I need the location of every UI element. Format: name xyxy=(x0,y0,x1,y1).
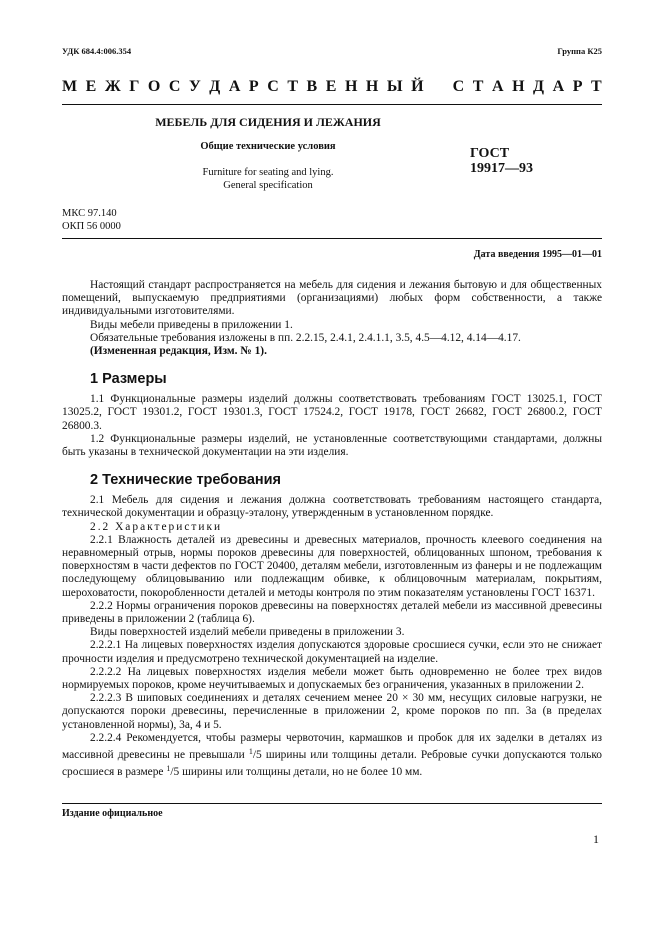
section-2-paragraph-2-2-1: 2.2.1 Влажность деталей из древесины и древесных материалов, прочность клеевого соединения на неравномерный отрыв, нормы пороков древесины для поверхностей, облицованных шпоном, требования к поверхностям в части дефектов по ГОСТ 20400, деталям мебели, изготовленным из фанеры и не подлежащим последующему облицовыванию или подлежащим обивке, к облицовочным материалам, покрытиям, шероховатости, покоробленности деталей и методы контроля по этим показателям установлены ГОСТ 16371. xyxy=(62,533,602,599)
title-letter: Н xyxy=(344,78,358,95)
paragraph-2-2-2-4-part-a: 2.2.2.4 Рекомендуется, чтобы размеры червоточин, кармашков и пробок для их заделки в деталях из массивной древесины не превышали xyxy=(62,731,602,762)
fraction-numerator: 1 xyxy=(248,747,253,757)
paragraph-2-2-2-4-part-c: ширины или толщины детали, но не более 10 мм. xyxy=(182,766,423,779)
gost-label: ГОСТ xyxy=(470,146,510,161)
intro-paragraph-1: Настоящий стандарт распространяется на мебель для сидения и лежания бытовую и для общественных помещений, выпускаемую предприятиями (организациями) любых форм собственности, а также индивидуальными изготовителями. xyxy=(62,279,602,318)
section-2-paragraph-2-2: 2.2 Характеристики xyxy=(90,520,223,533)
section-2-paragraph-2-1: 2.1 Мебель для сидения и лежания должна соответствовать требованиям настоящего стандарта, технической документации и образцу-эталону, утвержденным в установленном порядке. xyxy=(62,494,602,520)
title-divider xyxy=(62,238,602,239)
title-letter: С xyxy=(452,78,465,95)
section-2-paragraph-2-2-2-4 xyxy=(62,732,602,780)
section-1-paragraph-1: 1.1 Функциональные размеры изделий должны соответствовать требованиям ГОСТ 13025.1, ГОСТ 13025.2, ГОСТ 19301.2, ГОСТ 19301.3, ГОСТ 17524.2, ГОСТ 19178, ГОСТ 26682, ГОСТ 26800.2, ГОСТ 26800.3. xyxy=(62,393,602,432)
title-letter: Д xyxy=(533,78,545,95)
title-letter: А xyxy=(552,78,565,95)
gost-number: 19917—93 xyxy=(470,161,533,176)
title-letter: Е xyxy=(85,78,97,95)
title-letter: А xyxy=(491,78,504,95)
title-letter: Н xyxy=(365,78,379,95)
footer-divider xyxy=(62,803,602,804)
section-2-paragraph-2-2-2: 2.2.2 Нормы ограничения пороков древесины на поверхностях деталей мебели из массивной древесины приведены в приложении 2 (таблица 6). xyxy=(62,599,602,626)
title-letter: Г xyxy=(129,78,140,95)
english-title-line-2: General specification xyxy=(223,180,313,191)
document-subtitle: Общие технические условия xyxy=(200,141,336,152)
section-1-paragraph-2: 1.2 Функциональные размеры изделий, не установленные соответствующими стандартами, должны быть указаны в технической документации на эти изделия. xyxy=(62,432,602,459)
section-1-heading: 1 Размеры xyxy=(90,371,167,388)
title-letter: Р xyxy=(572,78,583,95)
amendment-note: (Измененная редакция, Изм. № 1). xyxy=(90,345,267,358)
title-letter: Т xyxy=(472,78,484,95)
fraction-numerator-2: 1 xyxy=(166,764,171,774)
title-letter: Т xyxy=(591,78,602,95)
title-letter: А xyxy=(228,78,241,95)
fraction-denominator: /5 xyxy=(252,749,262,762)
title-letter: Д xyxy=(209,78,221,95)
title-letter: В xyxy=(306,78,318,95)
official-edition-label: Издание официальное xyxy=(62,808,163,819)
body-content xyxy=(62,279,602,780)
section-2-paragraph-2-2-2-2: 2.2.2.2 На лицевых поверхностях изделия мебели может быть одновременно не более трех видов нормируемых пороков, кроме неучитываемых и допускаемых без ограничения, указанных в приложении 2. xyxy=(62,665,602,692)
title-letter: У xyxy=(189,78,201,95)
standard-type-title xyxy=(62,78,602,96)
title-letter: С xyxy=(267,78,279,95)
paragraph-2-2-2-4-part-b: ширины или толщины детали. Ребровые сучки допускаются только сросшиеся в размере xyxy=(62,749,602,779)
header-divider xyxy=(62,104,602,105)
title-letter: Н xyxy=(512,78,525,95)
section-2-heading: 2 Технические требования xyxy=(90,472,282,489)
page-number: 1 xyxy=(593,832,599,846)
title-letter: Й xyxy=(411,78,424,95)
title-letter: С xyxy=(168,78,181,95)
section-2-paragraph-2-2-2-3: 2.2.2.3 В шиповых соединениях и деталях сечением менее 20 × 30 мм, несущих силовые нагрузки, не допускаются пороки древесины, перечисленные в приложении 2, кроме пороков по пп. 3а (в пределах установленной нормы), 3а, 4 и 5. xyxy=(62,692,602,731)
okp-code: ОКП 56 0000 xyxy=(62,221,121,232)
udk-code: УДК 684.4:006.354 xyxy=(62,46,132,56)
title-letter: Р xyxy=(248,78,259,95)
group-code: Группа К25 xyxy=(557,46,602,56)
title-letter: Ж xyxy=(104,78,121,95)
section-2-paragraph-2-2-2-1: 2.2.2.1 На лицевых поверхностях изделия допускаются здоровые сросшиеся сучки, если это не снижает прочности изделия и предусмотрено технической документацией на изделие. xyxy=(62,639,602,665)
fraction-denominator-2: /5 xyxy=(170,766,180,779)
intro-paragraph-2: Виды мебели приведены в приложении 1. xyxy=(90,318,293,331)
english-title-line-1: Furniture for seating and lying. xyxy=(202,167,334,178)
title-letter: М xyxy=(62,78,78,95)
title-letter: Т xyxy=(287,78,298,95)
title-word-gap xyxy=(432,78,444,96)
mks-code: МКС 97.140 xyxy=(62,208,117,219)
document-title: МЕБЕЛЬ ДЛЯ СИДЕНИЯ И ЛЕЖАНИЯ xyxy=(155,115,381,129)
title-letter: О xyxy=(147,78,161,95)
title-letter: Е xyxy=(325,78,337,95)
surface-types-note: Виды поверхностей изделий мебели приведены в приложении 3. xyxy=(90,626,405,639)
date-of-introduction: Дата введения 1995—01—01 xyxy=(473,249,602,260)
intro-paragraph-3: Обязательные требования изложены в пп. 2.2.15, 2.4.1, 2.4.1.1, 3.5, 4.5—4.12, 4.14—4.17. xyxy=(90,331,521,344)
title-letter: Ы xyxy=(386,78,403,95)
